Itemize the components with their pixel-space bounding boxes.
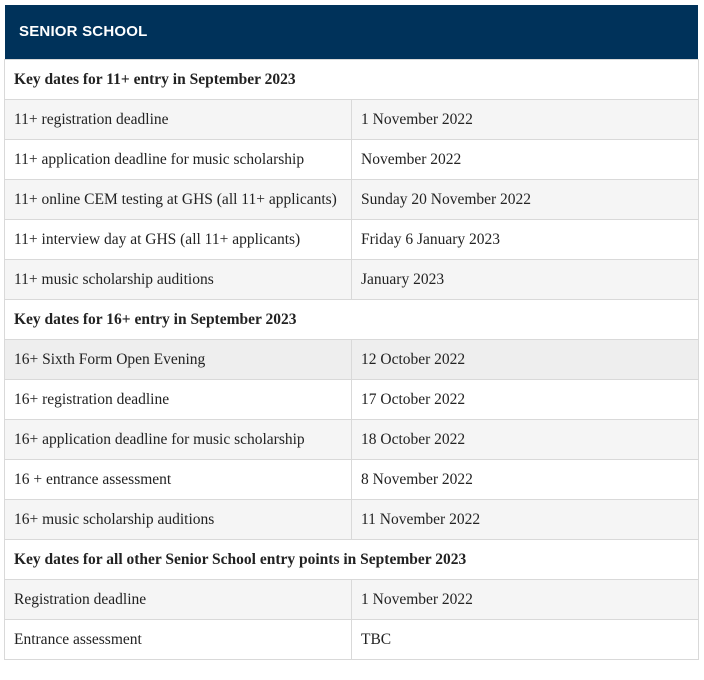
event-cell: 16+ music scholarship auditions [5, 500, 352, 540]
event-cell: 16 + entrance assessment [5, 460, 352, 500]
date-cell: Sunday 20 November 2022 [352, 180, 699, 220]
event-cell: 16+ registration deadline [5, 380, 352, 420]
event-cell: 11+ application deadline for music scholarship [5, 140, 352, 180]
table-row [5, 620, 699, 660]
event-cell: 11+ online CEM testing at GHS (all 11+ applicants) [5, 180, 352, 220]
section-heading-row [5, 540, 699, 580]
date-cell: TBC [352, 620, 699, 660]
event-cell: 16+ Sixth Form Open Evening [5, 340, 352, 380]
event-cell: Registration deadline [5, 580, 352, 620]
table-row [5, 140, 699, 180]
date-cell: November 2022 [352, 140, 699, 180]
table-row [5, 380, 699, 420]
table-row [5, 420, 699, 460]
section-heading: Key dates for 11+ entry in September 2023 [5, 60, 699, 100]
table-row [5, 260, 699, 300]
event-cell: 11+ music scholarship auditions [5, 260, 352, 300]
date-cell: 1 November 2022 [352, 580, 699, 620]
event-cell: 11+ interview day at GHS (all 11+ applicants) [5, 220, 352, 260]
section-heading-row [5, 60, 699, 100]
date-cell: January 2023 [352, 260, 699, 300]
section-heading-row [5, 300, 699, 340]
date-cell: 1 November 2022 [352, 100, 699, 140]
table-row [5, 500, 699, 540]
table-row [5, 100, 699, 140]
event-cell: 16+ application deadline for music scholarship [5, 420, 352, 460]
date-cell: 17 October 2022 [352, 380, 699, 420]
event-cell: 11+ registration deadline [5, 100, 352, 140]
table-row [5, 180, 699, 220]
event-cell: Entrance assessment [5, 620, 352, 660]
date-cell: 11 November 2022 [352, 500, 699, 540]
table-row [5, 340, 699, 380]
date-cell: Friday 6 January 2023 [352, 220, 699, 260]
date-cell: 18 October 2022 [352, 420, 699, 460]
table-row [5, 580, 699, 620]
key-dates-table [4, 59, 699, 660]
banner-title: SENIOR SCHOOL [19, 23, 148, 40]
section-heading: Key dates for 16+ entry in September 2023 [5, 300, 699, 340]
senior-school-banner [5, 5, 698, 59]
date-cell: 8 November 2022 [352, 460, 699, 500]
table-row [5, 220, 699, 260]
table-row [5, 460, 699, 500]
date-cell: 12 October 2022 [352, 340, 699, 380]
section-heading: Key dates for all other Senior School entry points in September 2023 [5, 540, 699, 580]
